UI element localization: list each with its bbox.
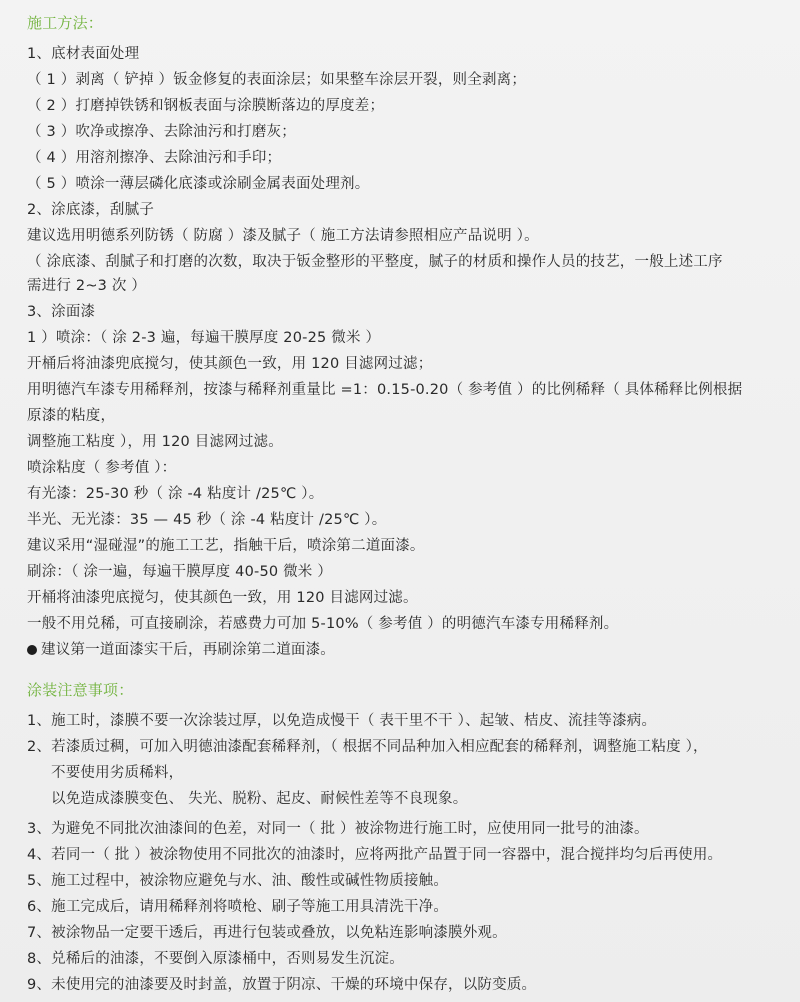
text-line: 需进行 2~3 次 ） <box>27 278 147 294</box>
bullet-text: 建议第一道面漆实干后，再刷涂第二道面漆。 <box>41 642 335 658</box>
text-line: 以免造成漆膜变色、 失光、脱粉、起皮、耐候性差等不良现象。 <box>51 791 468 807</box>
text-line: 1、底材表面处理 <box>27 46 140 62</box>
text-line: 喷涂粘度（ 参考值 ）： <box>27 460 177 476</box>
text-line: 建议选用明德系列防锈（ 防腐 ）漆及腻子（ 施工方法请参照相应产品说明 ）。 <box>27 228 539 244</box>
text-line: （ 1 ）剥离（ 铲掉 ）钣金修复的表面涂层；如果整车涂层开裂，则全剥离； <box>27 72 527 88</box>
text-line: 9、未使用完的油漆要及时封盖，放置于阴凉、干燥的环境中保存，以防变质。 <box>27 977 537 993</box>
text-line: 2、涂底漆，刮腻子 <box>27 202 155 218</box>
text-line: 一般不用兑稀，可直接刷涂，若感费力可加 5-10%（ 参考值 ）的明德汽车漆专用稀释剂。 <box>27 616 619 632</box>
text-line: 8、兑稀后的油漆，不要倒入原漆桶中，否则易发生沉淀。 <box>27 951 404 967</box>
text-line: （ 3 ）吹净或擦净、去除油污和打磨灰； <box>27 124 296 140</box>
precautions-heading: 涂装注意事项： <box>27 681 134 699</box>
text-line: 原漆的粘度， <box>27 408 116 424</box>
text-line: 开桶将油漆兜底搅匀，使其颜色一致，用 120 目滤网过滤。 <box>27 590 418 606</box>
text-line: 不要使用劣质稀料， <box>51 765 184 781</box>
text-line: 半光、无光漆：35 — 45 秒（ 涂 -4 粘度计 /25℃ ）。 <box>27 512 387 528</box>
text-line: （ 2 ）打磨掉铁锈和钢板表面与涂膜断落边的厚度差； <box>27 98 385 114</box>
text-line: 用明德汽车漆专用稀释剂，按漆与稀释剂重量比 =1：0.15-0.20（ 参考值 ）的比例稀释（ 具体稀释比例根据 <box>27 382 743 398</box>
text-line: 有光漆：25-30 秒（ 涂 -4 粘度计 /25℃ ）。 <box>27 486 324 502</box>
text-line: 2、若漆质过稠，可加入明德油漆配套稀释剂，（ 根据不同品种加入相应配套的稀释剂，调整施工粘度 ）， <box>27 739 708 755</box>
text-line: （ 涂底漆、刮腻子和打磨的次数，取决于钣金整形的平整度，腻子的材质和操作人员的技艺，一般上述工序 <box>27 254 723 270</box>
text-line: 4、若同一（ 批 ）被涂物使用不同批次的油漆时，应将两批产品置于同一容器中，混合搅拌均匀后再使用。 <box>27 847 723 863</box>
text-line: 1 ）喷涂：（ 涂 2-3 遍，每遍干膜厚度 20-25 微米 ） <box>27 330 381 346</box>
text-line: 开桶后将油漆兜底搅匀，使其颜色一致，用 120 目滤网过滤； <box>27 356 433 372</box>
text-line: 6、施工完成后，请用稀释剂将喷枪、刷子等施工用具清洗干净。 <box>27 899 449 915</box>
text-line: 5、施工过程中，被涂物应避免与水、油、酸性或碱性物质接触。 <box>27 873 449 889</box>
bullet-line <box>27 640 794 660</box>
text-line: 3、涂面漆 <box>27 304 96 320</box>
bullet-dot-icon <box>27 645 37 655</box>
text-line: 7、被涂物品一定要干透后，再进行包装或叠放，以免粘连影响漆膜外观。 <box>27 925 507 941</box>
text-line: 1、施工时，漆膜不要一次涂装过厚，以免造成慢干（ 表干里不干 ）、起皱、桔皮、流挂等漆病。 <box>27 713 657 729</box>
construction-method-heading: 施工方法： <box>27 14 104 32</box>
text-line: 调整施工粘度 ），用 120 目滤网过滤。 <box>27 434 283 450</box>
text-line: 刷涂：（ 涂一遍，每遍干膜厚度 40-50 微米 ） <box>27 564 333 580</box>
text-line: 建议采用“湿碰湿”的施工工艺，指触干后，喷涂第二道面漆。 <box>27 538 425 554</box>
text-line: （ 5 ）喷涂一薄层磷化底漆或涂刷金属表面处理剂。 <box>27 176 370 192</box>
text-line: 3、为避免不同批次油漆间的色差，对同一（ 批 ）被涂物进行施工时，应使用同一批号的油漆。 <box>27 821 649 837</box>
text-line: （ 4 ）用溶剂擦净、去除油污和手印； <box>27 150 282 166</box>
